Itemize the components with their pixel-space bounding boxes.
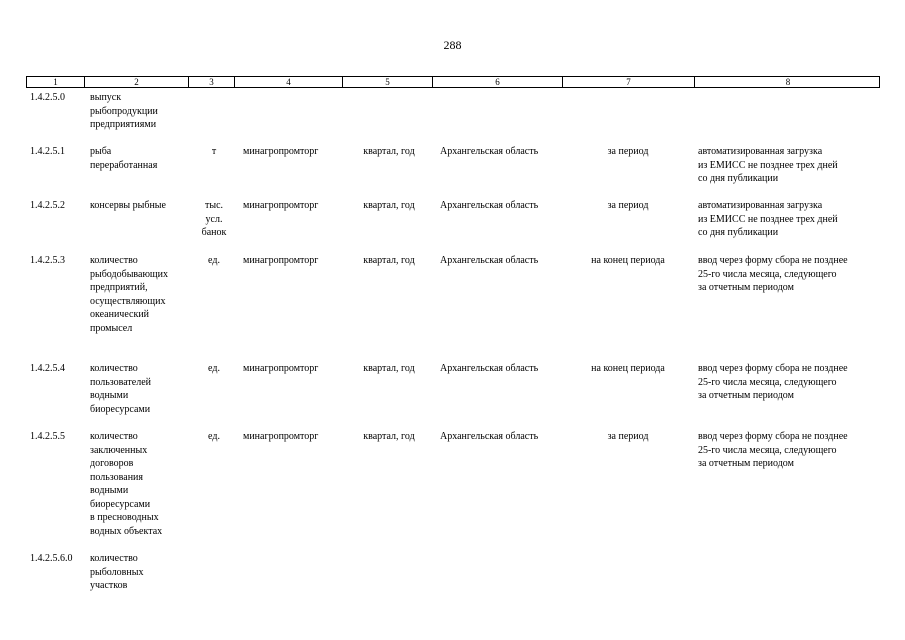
responsible-agency: минагропромторг: [243, 146, 319, 157]
indicator-name: рыба переработанная: [90, 146, 158, 171]
period-type: за период: [607, 146, 649, 157]
data-entry-method: ввод через форму сбора не позднее 25-го числа месяца, следующего за отчетным периодом: [698, 255, 848, 293]
responsible-agency: минагропромторг: [243, 431, 319, 442]
page-number: 288: [443, 38, 462, 52]
responsible-agency: минагропромторг: [243, 363, 319, 374]
periodicity: квартал, год: [363, 146, 415, 157]
responsible-agency: минагропромторг: [243, 255, 319, 266]
data-entry-method: автоматизированная загрузка из ЕМИСС не позднее трех дней со дня публикации: [698, 146, 838, 184]
indicator-code: 1.4.2.5.6.0: [30, 553, 73, 564]
period-type: за период: [607, 431, 649, 442]
data-entry-method: ввод через форму сбора не позднее 25-го числа месяца, следующего за отчетным периодом: [698, 431, 848, 469]
territory-level: Архангельская область: [440, 200, 539, 211]
period-type: на конец периода: [591, 363, 665, 374]
unit-of-measure: ед.: [208, 363, 220, 374]
responsible-agency: минагропромторг: [243, 200, 319, 211]
territory-level: Архангельская область: [440, 363, 539, 374]
period-type: за период: [607, 200, 649, 211]
indicator-name: количество пользователей водными биоресурсами: [90, 363, 152, 415]
unit-of-measure: ед.: [208, 431, 220, 442]
unit-of-measure: т: [211, 146, 217, 157]
column-number-7: 7: [563, 77, 695, 87]
indicator-name: консервы рыбные: [90, 200, 166, 211]
indicator-code: 1.4.2.5.0: [30, 92, 65, 103]
periodicity: квартал, год: [363, 200, 415, 211]
column-number-3: 3: [189, 77, 235, 87]
column-number-1: 1: [27, 77, 85, 87]
indicator-code: 1.4.2.5.4: [30, 363, 65, 374]
indicator-code: 1.4.2.5.5: [30, 431, 65, 442]
indicator-code: 1.4.2.5.2: [30, 200, 65, 211]
unit-of-measure: тыс. усл. банок: [201, 200, 227, 238]
column-number-8: 8: [785, 77, 791, 87]
indicator-code: 1.4.2.5.1: [30, 146, 65, 157]
periodicity: квартал, год: [363, 431, 415, 442]
indicator-name: количество рыбодобывающих предприятий, осуществляющих океанический промысел: [90, 255, 168, 334]
territory-level: Архангельская область: [440, 146, 539, 157]
period-type: на конец периода: [591, 255, 665, 266]
indicator-code: 1.4.2.5.3: [30, 255, 65, 266]
data-entry-method: автоматизированная загрузка из ЕМИСС не позднее трех дней со дня публикации: [698, 200, 838, 238]
unit-of-measure: ед.: [208, 255, 220, 266]
territory-level: Архангельская область: [440, 431, 539, 442]
column-number-4: 4: [235, 77, 343, 87]
column-number-6: 6: [433, 77, 563, 87]
territory-level: Архангельская область: [440, 255, 539, 266]
indicator-name: количество заключенных договоров пользования водными биоресурсами в пресноводных водных объектах: [90, 431, 163, 537]
data-entry-method: ввод через форму сбора не позднее 25-го числа месяца, следующего за отчетным периодом: [698, 363, 848, 401]
indicator-name: выпуск рыбопродукции предприятиями: [90, 92, 158, 130]
column-number-5: 5: [343, 77, 433, 87]
periodicity: квартал, год: [363, 255, 415, 266]
indicator-name: количество рыболовных участков: [90, 553, 144, 591]
periodicity: квартал, год: [363, 363, 415, 374]
column-number-2: 2: [85, 77, 189, 87]
